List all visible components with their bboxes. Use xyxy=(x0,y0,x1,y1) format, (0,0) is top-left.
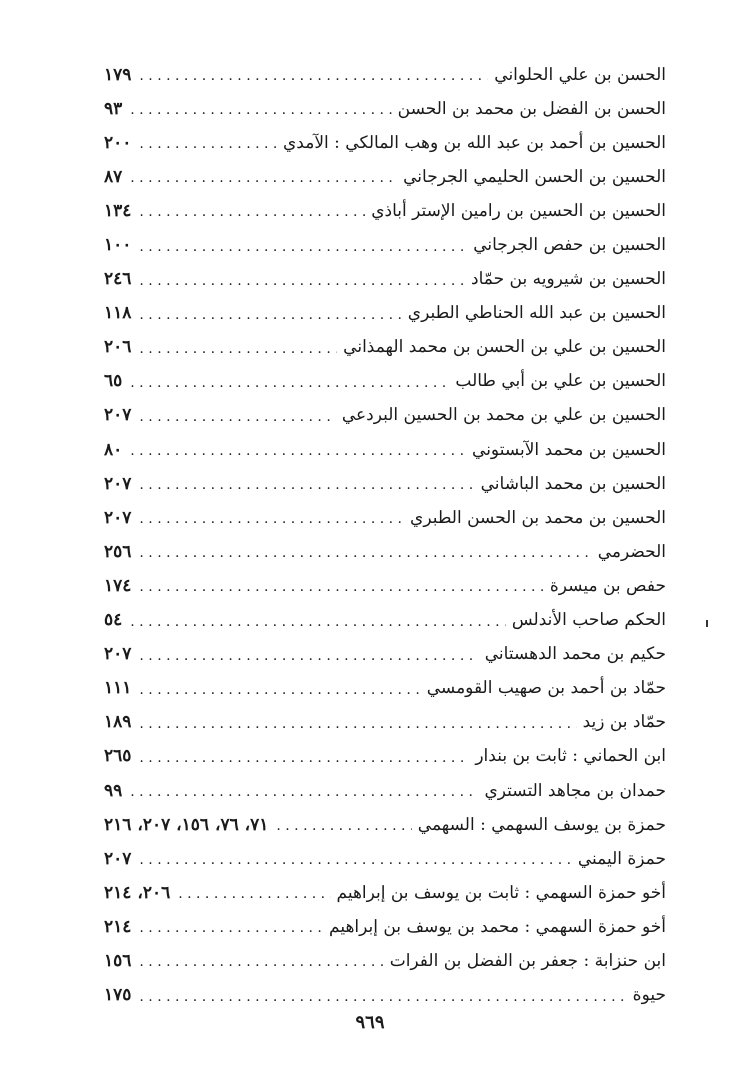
dot-leader xyxy=(139,919,323,935)
index-entry xyxy=(104,58,666,92)
dot-leader xyxy=(130,101,391,117)
index-entry xyxy=(104,604,666,638)
index-entry xyxy=(104,944,666,978)
index-entry xyxy=(104,979,666,1013)
entry-name: الحكم صاحب الأندلس xyxy=(511,610,666,631)
dot-leader xyxy=(130,442,466,458)
entry-name: الحسن بن علي الحلواني xyxy=(494,64,666,85)
entry-name: الحسين بن أحمد بن عبد الله بن وهب المالكي : الآمدي xyxy=(283,132,666,153)
index-entry xyxy=(104,331,666,365)
entry-pages: ٢٠٧ xyxy=(104,644,132,665)
index-entry xyxy=(104,263,666,297)
entry-name: حمدان بن مجاهد التستري xyxy=(484,780,666,801)
index-entry xyxy=(104,672,666,706)
dot-leader xyxy=(139,681,420,697)
dot-leader xyxy=(276,817,411,833)
index-entry xyxy=(104,535,666,569)
entry-pages: ١١١ xyxy=(104,678,132,699)
entry-name: الحسين بن الحسين بن رامين الإستر أباذي xyxy=(371,200,666,221)
dot-leader xyxy=(139,272,465,288)
entry-name: الحسن بن الفضل بن محمد بن الحسن xyxy=(397,98,666,119)
entry-name: الحسين بن محمد الآبستوني xyxy=(472,439,666,460)
dot-leader xyxy=(139,306,401,322)
entry-pages: ١٧٤ xyxy=(104,575,132,596)
entry-name: الحسين بن الحسن الحليمي الجرجاني xyxy=(403,166,666,187)
dot-leader xyxy=(139,476,474,492)
entry-name: الحسين بن حفص الجرجاني xyxy=(473,235,666,256)
dot-leader xyxy=(139,749,469,765)
entry-pages: ٩٣ xyxy=(104,98,123,119)
entry-name: الحسين بن عبد الله الحناطي الطبري xyxy=(407,303,666,324)
entry-pages: ١٧٥ xyxy=(104,985,132,1006)
entry-pages: ٢٠٧ xyxy=(104,405,132,426)
dot-leader xyxy=(139,715,576,731)
entry-name: ابن الحماني : ثابت بن بندار xyxy=(475,746,666,767)
margin-mark xyxy=(706,620,708,627)
index-entry xyxy=(104,160,666,194)
dot-leader xyxy=(139,647,478,663)
entry-name: حمزة بن يوسف السهمي : السهمي xyxy=(417,814,666,835)
index-entry xyxy=(104,876,666,910)
entry-name: حمّاد بن زيد xyxy=(582,712,666,733)
index-entry xyxy=(104,842,666,876)
entry-pages: ٦٥ xyxy=(104,371,123,392)
entry-pages: ١٠٠ xyxy=(104,235,132,256)
entry-name: أخو حمزة السهمي : ثابت بن يوسف بن إبراهيم xyxy=(336,882,666,903)
entry-name: حمّاد بن أحمد بن صهيب القومسي xyxy=(426,678,666,699)
dot-leader xyxy=(139,135,277,151)
index-entry xyxy=(104,365,666,399)
index-entry xyxy=(104,638,666,672)
entry-pages: ١٨٩ xyxy=(104,712,132,733)
entry-pages: ٢٠٧ xyxy=(104,507,132,528)
page-number: ٩٦٩ xyxy=(355,1012,385,1033)
dot-leader xyxy=(139,203,365,219)
dot-leader xyxy=(130,169,397,185)
index-entry xyxy=(104,910,666,944)
entry-name: حفص بن ميسرة xyxy=(549,575,666,596)
entry-pages: ١٧٩ xyxy=(104,64,132,85)
dot-leader xyxy=(139,851,571,867)
entry-pages: ١٣٤ xyxy=(104,200,132,221)
entry-name: الحسين بن شيرويه بن حمّاد xyxy=(471,269,666,290)
entry-name: ابن حنزابة : جعفر بن الفضل بن الفرات xyxy=(389,950,666,971)
entry-name: الحسين بن علي بن محمد بن الحسين البردعي xyxy=(341,405,666,426)
entry-pages: ٧١، ٧٦، ١٥٦، ٢٠٧، ٢١٦ xyxy=(104,814,269,835)
index-entry xyxy=(104,433,666,467)
entry-pages: ٨٧ xyxy=(104,166,123,187)
entry-pages: ٢٠٠ xyxy=(104,132,132,153)
dot-leader xyxy=(139,408,335,424)
entry-pages: ٢٠٧ xyxy=(104,473,132,494)
entry-pages: ٢٥٦ xyxy=(104,541,132,562)
index-entry xyxy=(104,194,666,228)
entry-name: حكيم بن محمد الدهستاني xyxy=(484,644,666,665)
index-entry xyxy=(104,92,666,126)
dot-leader xyxy=(139,340,337,356)
index-entry xyxy=(104,501,666,535)
entry-name: الحسين بن محمد الباشاني xyxy=(480,473,666,494)
entry-pages: ٢١٤ xyxy=(104,916,132,937)
entry-name: الحسين بن محمد بن الحسن الطبري xyxy=(410,507,666,528)
entry-pages: ٢٠٧ xyxy=(104,848,132,869)
entry-pages: ٢٤٦ xyxy=(104,269,132,290)
entry-pages: ١٥٦ xyxy=(104,950,132,971)
entry-name: أخو حمزة السهمي : محمد بن يوسف بن إبراهيم xyxy=(329,916,666,937)
entry-name: حيوة xyxy=(632,985,666,1006)
dot-leader xyxy=(178,885,330,901)
dot-leader xyxy=(130,613,506,629)
dot-leader xyxy=(139,953,383,969)
entry-name: الحضرمي xyxy=(597,541,666,562)
index-entry xyxy=(104,467,666,501)
entry-pages: ٢٦٥ xyxy=(104,746,132,767)
entry-name: الحسين بن علي بن أبي طالب xyxy=(455,371,666,392)
index-entry xyxy=(104,126,666,160)
index-entry xyxy=(104,774,666,808)
index-entry xyxy=(104,740,666,774)
index-entry xyxy=(104,297,666,331)
dot-leader xyxy=(139,988,626,1004)
index-entry xyxy=(104,808,666,842)
index-entry xyxy=(104,399,666,433)
entry-pages: ٩٩ xyxy=(104,780,123,801)
index-list xyxy=(104,58,666,1013)
entry-name: الحسين بن علي بن الحسن بن محمد الهمذاني xyxy=(343,337,666,358)
entry-pages: ٢٠٦، ٢١٤ xyxy=(104,882,171,903)
index-entry xyxy=(104,228,666,262)
index-entry xyxy=(104,569,666,603)
dot-leader xyxy=(130,783,478,799)
dot-leader xyxy=(139,510,404,526)
dot-leader xyxy=(139,67,488,83)
entry-pages: ٢٠٦ xyxy=(104,337,132,358)
dot-leader xyxy=(139,578,543,594)
entry-pages: ٨٠ xyxy=(104,439,123,460)
dot-leader xyxy=(130,374,449,390)
dot-leader xyxy=(139,238,467,254)
index-entry xyxy=(104,706,666,740)
entry-pages: ٥٤ xyxy=(104,610,123,631)
entry-pages: ١١٨ xyxy=(104,303,132,324)
dot-leader xyxy=(139,544,591,560)
entry-name: حمزة اليمني xyxy=(577,848,666,869)
